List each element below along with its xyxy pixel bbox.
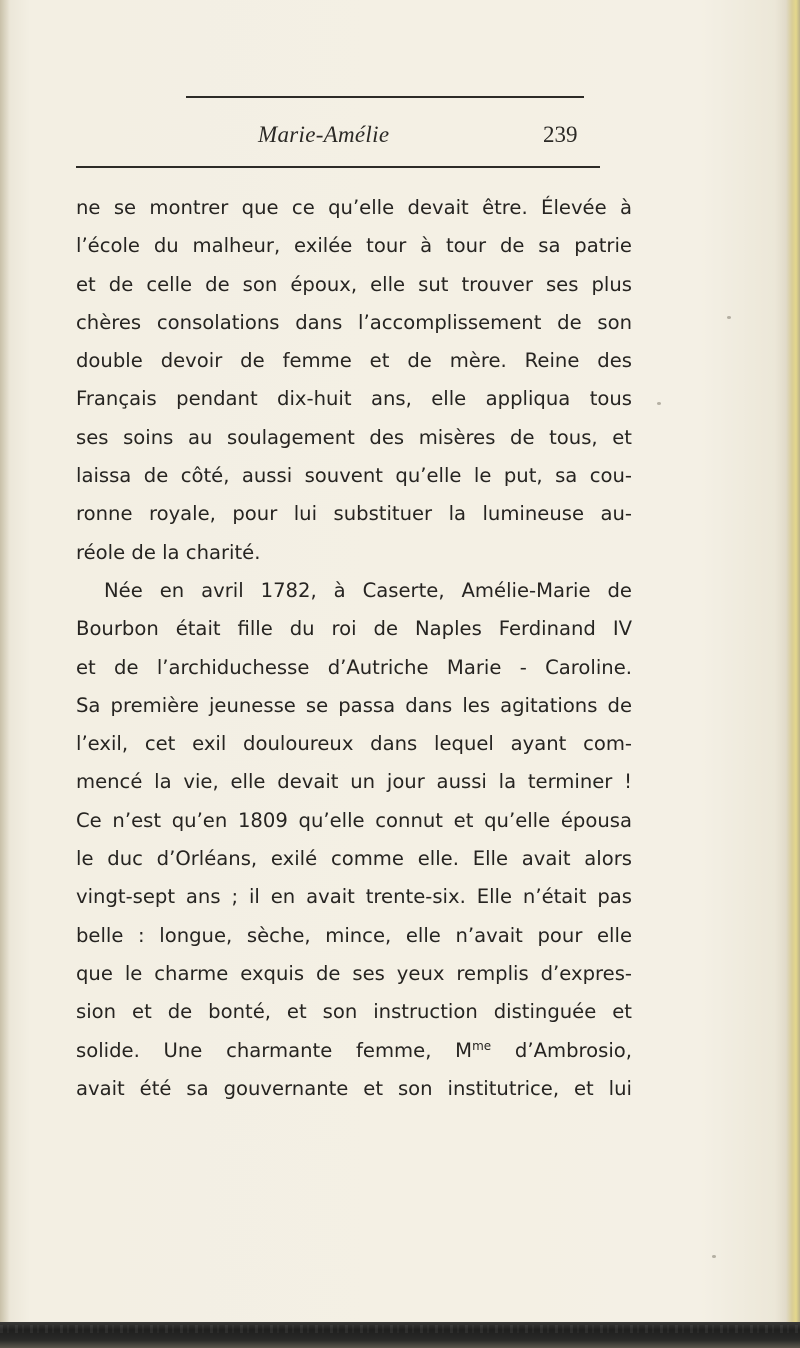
text-line: Bourbon était fille du roi de Naples Ferdinand IV — [76, 617, 632, 641]
text-line: l’exil, cet exil douloureux dans lequel ayant com- — [76, 732, 632, 756]
text-line: le duc d’Orléans, exilé comme elle. Elle avait alors — [76, 847, 632, 871]
text-line: Sa première jeunesse se passa dans les agitations de — [76, 693, 632, 717]
superscript: me — [472, 1038, 492, 1053]
text-line: chères consolations dans l’accomplissement de son — [76, 310, 632, 334]
text-line-with-superscript — [76, 1032, 632, 1070]
running-header — [0, 122, 800, 152]
text-line: belle : longue, sèche, mince, elle n’avait pour elle — [76, 923, 632, 947]
text-line-paragraph-start: Née en avril 1782, à Caserte, Amélie-Marie de — [104, 578, 632, 602]
text-line-paragraph-end: réole de la charité. — [76, 540, 261, 564]
text-line: l’école du malheur, exilée tour à tour de sa patrie — [76, 234, 632, 258]
text-line: et de l’archiduchesse d’Autriche Marie - Caroline. — [76, 655, 632, 679]
line-prefix: solide. Une charmante femme, M — [76, 1038, 473, 1062]
top-rule — [186, 96, 584, 98]
text-line: ses soins au soulagement des misères de tous, et — [76, 425, 632, 449]
text-line: ronne royale, pour lui substituer la lumineuse au- — [76, 502, 632, 526]
left-page-edge — [0, 0, 10, 1348]
text-line: mencé la vie, elle devait un jour aussi la terminer ! — [76, 770, 632, 794]
header-rule — [76, 166, 600, 168]
text-line: Ce n’est qu’en 1809 qu’elle connut et qu’elle épousa — [76, 808, 632, 832]
text-line: laissa de côté, aussi souvent qu’elle le put, sa cou- — [76, 464, 632, 488]
text-line: que le charme exquis de ses yeux remplis d’expres- — [76, 961, 632, 985]
paper-speck — [712, 1255, 716, 1258]
bottom-scan-texture — [0, 1325, 800, 1333]
paper-speck — [657, 402, 661, 405]
text-line: avait été sa gouvernante et son institutrice, et lui — [76, 1076, 632, 1100]
line-suffix: d’Ambrosio, — [491, 1038, 632, 1062]
text-line: Français pendant dix-huit ans, elle appliqua tous — [76, 387, 632, 411]
paper-speck — [727, 316, 731, 319]
text-line: vingt-sept ans ; il en avait trente-six. Elle n’était pas — [76, 885, 632, 909]
running-title: Marie-Amélie — [258, 122, 390, 147]
text-line: sion et de bonté, et son instruction distinguée et — [76, 1000, 632, 1024]
page-number: 239 — [543, 122, 578, 147]
text-line: et de celle de son époux, elle sut trouver ses plus — [76, 272, 632, 296]
right-page-edge — [786, 0, 800, 1348]
text-line: double devoir de femme et de mère. Reine des — [76, 349, 632, 373]
text-line: ne se montrer que ce qu’elle devait être. Élevée à — [76, 196, 632, 219]
body-text — [76, 189, 632, 1108]
